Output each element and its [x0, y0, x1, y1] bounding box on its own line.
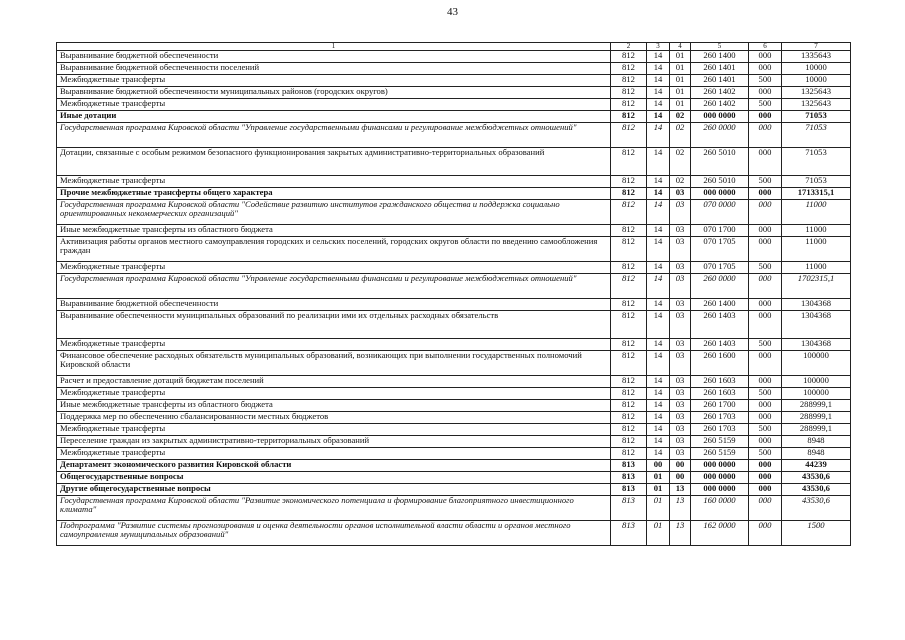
expense-type-cell: 500 [749, 448, 782, 460]
ministry-code-cell: 812 [611, 448, 647, 460]
row-name-cell: Межбюджетные трансферты [57, 176, 611, 188]
row-name-cell: Подпрограмма "Развитие системы прогнозирования и оценка деятельности органов исполнительной власти области и органов местного самоуправления муниципальных образований" [57, 521, 611, 546]
amount-cell: 100000 [782, 376, 851, 388]
section-code-cell: 14 [647, 75, 670, 87]
table-row [57, 274, 851, 299]
header-cell: 2 [611, 43, 647, 51]
amount-cell: 71053 [782, 111, 851, 123]
row-name-cell: Другие общегосударственные вопросы [57, 484, 611, 496]
expense-type-cell: 000 [749, 87, 782, 99]
amount-cell: 8948 [782, 448, 851, 460]
table-row [57, 424, 851, 436]
table-row [57, 200, 851, 225]
amount-cell: 1304368 [782, 299, 851, 311]
target-article-cell: 160 0000 [691, 496, 749, 521]
row-name-cell: Выравнивание бюджетной обеспеченности [57, 299, 611, 311]
expense-type-cell: 500 [749, 339, 782, 351]
section-code-cell: 14 [647, 376, 670, 388]
row-name-cell: Выравнивание бюджетной обеспеченности [57, 51, 611, 63]
subsection-code-cell: 03 [670, 388, 691, 400]
ministry-code-cell: 812 [611, 237, 647, 262]
section-code-cell: 14 [647, 200, 670, 225]
target-article-cell: 260 1401 [691, 75, 749, 87]
expense-type-cell: 000 [749, 351, 782, 376]
amount-cell: 288999,1 [782, 412, 851, 424]
row-name-cell: Расчет и предоставление дотаций бюджетам поселений [57, 376, 611, 388]
ministry-code-cell: 812 [611, 376, 647, 388]
header-cell: 7 [782, 43, 851, 51]
expense-type-cell: 000 [749, 148, 782, 176]
table-row [57, 299, 851, 311]
amount-cell: 288999,1 [782, 424, 851, 436]
table-body [57, 43, 851, 546]
ministry-code-cell: 813 [611, 496, 647, 521]
subsection-code-cell: 03 [670, 400, 691, 412]
ministry-code-cell: 812 [611, 225, 647, 237]
subsection-code-cell: 03 [670, 299, 691, 311]
amount-cell: 10000 [782, 75, 851, 87]
ministry-code-cell: 812 [611, 176, 647, 188]
expense-type-cell: 000 [749, 412, 782, 424]
amount-cell: 71053 [782, 148, 851, 176]
ministry-code-cell: 812 [611, 51, 647, 63]
row-name-cell: Дотации, связанные с особым режимом безопасного функционирования закрытых административно-территориальных образований [57, 148, 611, 176]
row-name-cell: Иные межбюджетные трансферты из областного бюджета [57, 225, 611, 237]
ministry-code-cell: 813 [611, 472, 647, 484]
ministry-code-cell: 812 [611, 274, 647, 299]
expense-type-cell: 000 [749, 63, 782, 75]
table-row [57, 311, 851, 339]
amount-cell: 44239 [782, 460, 851, 472]
row-name-cell: Межбюджетные трансферты [57, 99, 611, 111]
subsection-code-cell: 03 [670, 351, 691, 376]
expense-type-cell: 000 [749, 274, 782, 299]
target-article-cell: 260 5159 [691, 448, 749, 460]
target-article-cell: 260 5010 [691, 176, 749, 188]
section-code-cell: 01 [647, 496, 670, 521]
expense-type-cell: 500 [749, 262, 782, 274]
amount-cell: 100000 [782, 388, 851, 400]
table-row [57, 63, 851, 75]
table-row [57, 99, 851, 111]
target-article-cell: 000 0000 [691, 188, 749, 200]
ministry-code-cell: 812 [611, 111, 647, 123]
section-code-cell: 14 [647, 225, 670, 237]
row-name-cell: Выравнивание обеспеченности муниципальных образований по реализации ими их отдельных расходных обязательств [57, 311, 611, 339]
section-code-cell: 14 [647, 448, 670, 460]
section-code-cell: 14 [647, 237, 670, 262]
ministry-code-cell: 812 [611, 262, 647, 274]
target-article-cell: 260 1603 [691, 376, 749, 388]
section-code-cell: 14 [647, 274, 670, 299]
ministry-code-cell: 812 [611, 311, 647, 339]
expense-type-cell: 000 [749, 51, 782, 63]
expense-type-cell: 000 [749, 472, 782, 484]
ministry-code-cell: 812 [611, 412, 647, 424]
subsection-code-cell: 03 [670, 188, 691, 200]
amount-cell: 71053 [782, 176, 851, 188]
expense-type-cell: 000 [749, 188, 782, 200]
subsection-code-cell: 13 [670, 521, 691, 546]
ministry-code-cell: 812 [611, 351, 647, 376]
expense-type-cell: 000 [749, 400, 782, 412]
section-code-cell: 14 [647, 400, 670, 412]
row-name-cell: Межбюджетные трансферты [57, 424, 611, 436]
target-article-cell: 260 5010 [691, 148, 749, 176]
section-code-cell: 14 [647, 51, 670, 63]
amount-cell: 1325643 [782, 87, 851, 99]
expense-type-cell: 000 [749, 237, 782, 262]
target-article-cell: 260 1700 [691, 400, 749, 412]
target-article-cell: 000 0000 [691, 484, 749, 496]
amount-cell: 1500 [782, 521, 851, 546]
amount-cell: 1304368 [782, 311, 851, 339]
table-row [57, 448, 851, 460]
section-code-cell: 00 [647, 460, 670, 472]
row-name-cell: Государственная программа Кировской области "Развитие экономического потенциала и формирование благоприятного инвестиционного климата" [57, 496, 611, 521]
table-row [57, 484, 851, 496]
section-code-cell: 14 [647, 176, 670, 188]
target-article-cell: 260 1400 [691, 299, 749, 311]
subsection-code-cell: 03 [670, 262, 691, 274]
subsection-code-cell: 01 [670, 51, 691, 63]
row-name-cell: Выравнивание бюджетной обеспеченности поселений [57, 63, 611, 75]
subsection-code-cell: 03 [670, 376, 691, 388]
table-row [57, 472, 851, 484]
section-code-cell: 14 [647, 111, 670, 123]
row-name-cell: Прочие межбюджетные трансферты общего характера [57, 188, 611, 200]
expense-type-cell: 000 [749, 521, 782, 546]
row-name-cell: Межбюджетные трансферты [57, 448, 611, 460]
table-row [57, 87, 851, 99]
subsection-code-cell: 02 [670, 123, 691, 148]
subsection-code-cell: 03 [670, 200, 691, 225]
row-name-cell: Государственная программа Кировской области "Управление государственными финансами и регулирование межбюджетных отношений" [57, 274, 611, 299]
table-row [57, 376, 851, 388]
section-code-cell: 01 [647, 472, 670, 484]
target-article-cell: 260 0000 [691, 123, 749, 148]
section-code-cell: 14 [647, 412, 670, 424]
table-row [57, 123, 851, 148]
table-row [57, 496, 851, 521]
amount-cell: 1325643 [782, 99, 851, 111]
section-code-cell: 14 [647, 63, 670, 75]
ministry-code-cell: 812 [611, 436, 647, 448]
header-cell: 6 [749, 43, 782, 51]
subsection-code-cell: 01 [670, 63, 691, 75]
expense-type-cell: 500 [749, 99, 782, 111]
ministry-code-cell: 812 [611, 339, 647, 351]
ministry-code-cell: 812 [611, 200, 647, 225]
table-row [57, 148, 851, 176]
table-row [57, 188, 851, 200]
section-code-cell: 14 [647, 299, 670, 311]
target-article-cell: 260 1401 [691, 63, 749, 75]
header-cell: 5 [691, 43, 749, 51]
ministry-code-cell: 812 [611, 188, 647, 200]
row-name-cell: Межбюджетные трансферты [57, 262, 611, 274]
expense-type-cell: 000 [749, 299, 782, 311]
subsection-code-cell: 01 [670, 99, 691, 111]
subsection-code-cell: 03 [670, 436, 691, 448]
subsection-code-cell: 00 [670, 472, 691, 484]
row-name-cell: Финансовое обеспечение расходных обязательств муниципальных образований, возникающих при выполнении государственных полномочий Кировской области [57, 351, 611, 376]
expense-type-cell: 000 [749, 484, 782, 496]
table-row [57, 388, 851, 400]
ministry-code-cell: 813 [611, 460, 647, 472]
subsection-code-cell: 02 [670, 176, 691, 188]
subsection-code-cell: 02 [670, 148, 691, 176]
header-cell: 3 [647, 43, 670, 51]
subsection-code-cell: 00 [670, 460, 691, 472]
target-article-cell: 260 1600 [691, 351, 749, 376]
amount-cell: 43530,6 [782, 496, 851, 521]
table-row [57, 75, 851, 87]
ministry-code-cell: 812 [611, 400, 647, 412]
expense-type-cell: 000 [749, 111, 782, 123]
table-row [57, 339, 851, 351]
table-row [57, 436, 851, 448]
amount-cell: 10000 [782, 63, 851, 75]
ministry-code-cell: 813 [611, 484, 647, 496]
ministry-code-cell: 812 [611, 299, 647, 311]
row-name-cell: Межбюджетные трансферты [57, 339, 611, 351]
section-code-cell: 14 [647, 123, 670, 148]
target-article-cell: 260 1603 [691, 388, 749, 400]
subsection-code-cell: 03 [670, 274, 691, 299]
column-number-header [57, 43, 851, 51]
amount-cell: 1304368 [782, 339, 851, 351]
table-row [57, 351, 851, 376]
header-cell: 4 [670, 43, 691, 51]
target-article-cell: 260 1402 [691, 99, 749, 111]
subsection-code-cell: 13 [670, 496, 691, 521]
amount-cell: 71053 [782, 123, 851, 148]
target-article-cell: 162 0000 [691, 521, 749, 546]
subsection-code-cell: 03 [670, 339, 691, 351]
table-row [57, 460, 851, 472]
target-article-cell: 070 1705 [691, 262, 749, 274]
row-name-cell: Общегосударственные вопросы [57, 472, 611, 484]
amount-cell: 11000 [782, 200, 851, 225]
table-row [57, 176, 851, 188]
expense-type-cell: 000 [749, 436, 782, 448]
target-article-cell: 000 0000 [691, 111, 749, 123]
section-code-cell: 14 [647, 351, 670, 376]
table-row [57, 111, 851, 123]
ministry-code-cell: 812 [611, 63, 647, 75]
subsection-code-cell: 03 [670, 225, 691, 237]
target-article-cell: 260 1403 [691, 339, 749, 351]
amount-cell: 1702315,1 [782, 274, 851, 299]
amount-cell: 43530,6 [782, 484, 851, 496]
subsection-code-cell: 03 [670, 311, 691, 339]
expense-type-cell: 000 [749, 123, 782, 148]
table-row [57, 262, 851, 274]
table-row [57, 412, 851, 424]
ministry-code-cell: 812 [611, 123, 647, 148]
subsection-code-cell: 13 [670, 484, 691, 496]
subsection-code-cell: 02 [670, 111, 691, 123]
target-article-cell: 070 0000 [691, 200, 749, 225]
amount-cell: 11000 [782, 262, 851, 274]
section-code-cell: 14 [647, 87, 670, 99]
ministry-code-cell: 813 [611, 521, 647, 546]
amount-cell: 100000 [782, 351, 851, 376]
section-code-cell: 14 [647, 262, 670, 274]
target-article-cell: 260 1402 [691, 87, 749, 99]
header-cell: 1 [57, 43, 611, 51]
table-row [57, 400, 851, 412]
subsection-code-cell: 03 [670, 424, 691, 436]
section-code-cell: 01 [647, 484, 670, 496]
ministry-code-cell: 812 [611, 388, 647, 400]
section-code-cell: 14 [647, 99, 670, 111]
subsection-code-cell: 01 [670, 87, 691, 99]
row-name-cell: Иные дотации [57, 111, 611, 123]
row-name-cell: Иные межбюджетные трансферты из областного бюджета [57, 400, 611, 412]
page-number: 43 [447, 6, 458, 18]
section-code-cell: 14 [647, 148, 670, 176]
subsection-code-cell: 03 [670, 448, 691, 460]
target-article-cell: 260 1703 [691, 412, 749, 424]
ministry-code-cell: 812 [611, 75, 647, 87]
section-code-cell: 01 [647, 521, 670, 546]
ministry-code-cell: 812 [611, 87, 647, 99]
target-article-cell: 070 1705 [691, 237, 749, 262]
expense-type-cell: 500 [749, 388, 782, 400]
ministry-code-cell: 812 [611, 424, 647, 436]
table-row [57, 225, 851, 237]
table-row [57, 51, 851, 63]
ministry-code-cell: 812 [611, 99, 647, 111]
expense-type-cell: 000 [749, 496, 782, 521]
target-article-cell: 260 1400 [691, 51, 749, 63]
expense-type-cell: 000 [749, 225, 782, 237]
row-name-cell: Активизация работы органов местного самоуправления городских и сельских поселений, городских округов области по введению самообложения граждан [57, 237, 611, 262]
target-article-cell: 260 5159 [691, 436, 749, 448]
amount-cell: 1335643 [782, 51, 851, 63]
amount-cell: 8948 [782, 436, 851, 448]
section-code-cell: 14 [647, 424, 670, 436]
target-article-cell: 260 1403 [691, 311, 749, 339]
row-name-cell: Межбюджетные трансферты [57, 388, 611, 400]
section-code-cell: 14 [647, 311, 670, 339]
target-article-cell: 260 0000 [691, 274, 749, 299]
target-article-cell: 000 0000 [691, 460, 749, 472]
section-code-cell: 14 [647, 188, 670, 200]
target-article-cell: 260 1703 [691, 424, 749, 436]
amount-cell: 1713315,1 [782, 188, 851, 200]
budget-table [56, 42, 851, 546]
subsection-code-cell: 03 [670, 412, 691, 424]
expense-type-cell: 500 [749, 424, 782, 436]
amount-cell: 43530,6 [782, 472, 851, 484]
expense-type-cell: 000 [749, 376, 782, 388]
row-name-cell: Департамент экономического развития Кировской области [57, 460, 611, 472]
section-code-cell: 14 [647, 388, 670, 400]
ministry-code-cell: 812 [611, 148, 647, 176]
section-code-cell: 14 [647, 339, 670, 351]
subsection-code-cell: 01 [670, 75, 691, 87]
expense-type-cell: 000 [749, 311, 782, 339]
row-name-cell: Переселение граждан из закрытых административно-территориальных образований [57, 436, 611, 448]
amount-cell: 11000 [782, 225, 851, 237]
target-article-cell: 070 1700 [691, 225, 749, 237]
row-name-cell: Поддержка мер по обеспечению сбалансированности местных бюджетов [57, 412, 611, 424]
row-name-cell: Государственная программа Кировской области "Управление государственными финансами и регулирование межбюджетных отношений" [57, 123, 611, 148]
amount-cell: 288999,1 [782, 400, 851, 412]
expense-type-cell: 000 [749, 200, 782, 225]
row-name-cell: Выравнивание бюджетной обеспеченности муниципальных районов (городских округов) [57, 87, 611, 99]
expense-type-cell: 000 [749, 460, 782, 472]
target-article-cell: 000 0000 [691, 472, 749, 484]
row-name-cell: Государственная программа Кировской области "Содействие развитию институтов гражданского общества и поддержка социально ориентированных некоммерческих организаций" [57, 200, 611, 225]
amount-cell: 11000 [782, 237, 851, 262]
subsection-code-cell: 03 [670, 237, 691, 262]
table-row [57, 521, 851, 546]
table-row [57, 237, 851, 262]
row-name-cell: Межбюджетные трансферты [57, 75, 611, 87]
expense-type-cell: 500 [749, 75, 782, 87]
section-code-cell: 14 [647, 436, 670, 448]
expense-type-cell: 500 [749, 176, 782, 188]
